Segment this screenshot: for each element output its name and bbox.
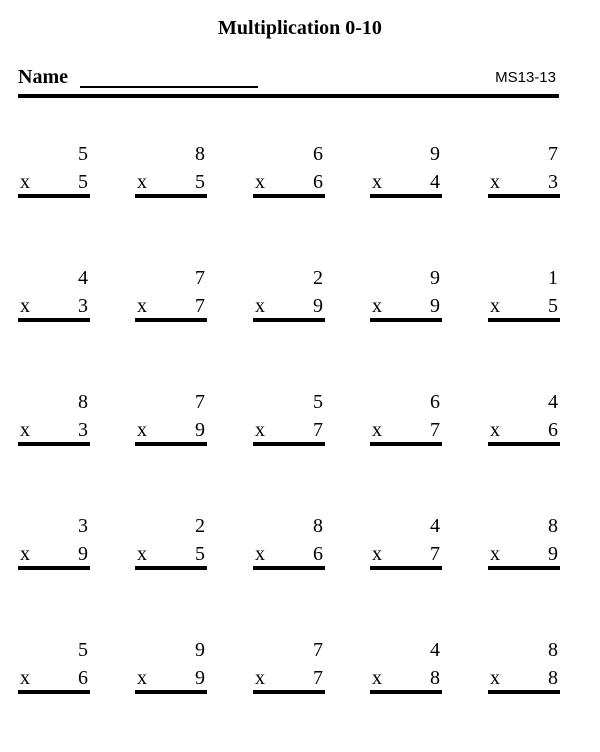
multiplier: 7 (430, 543, 440, 565)
multiplicand: 3 (78, 515, 88, 537)
answer-line[interactable] (253, 442, 325, 446)
multiplicand: 7 (313, 639, 323, 661)
answer-line[interactable] (370, 566, 442, 570)
multiplication-problem (370, 514, 442, 570)
multiplier: 9 (548, 543, 558, 565)
multiply-sign: x (255, 667, 265, 689)
multiplicand: 4 (430, 515, 440, 537)
answer-line[interactable] (135, 318, 207, 322)
multiplier: 5 (195, 543, 205, 565)
answer-line[interactable] (370, 194, 442, 198)
multiplication-problem (488, 514, 560, 570)
multiply-sign: x (255, 171, 265, 193)
multiplier: 9 (313, 295, 323, 317)
multiplicand: 2 (195, 515, 205, 537)
multiplication-problem (370, 266, 442, 322)
answer-line[interactable] (488, 566, 560, 570)
multiplicand: 9 (430, 143, 440, 165)
multiplication-problem (18, 390, 90, 446)
multiplication-problem (253, 514, 325, 570)
answer-line[interactable] (488, 194, 560, 198)
multiplication-problem (370, 142, 442, 198)
answer-line[interactable] (18, 566, 90, 570)
multiplication-problem (18, 266, 90, 322)
answer-line[interactable] (135, 690, 207, 694)
multiply-sign: x (255, 295, 265, 317)
answer-line[interactable] (370, 318, 442, 322)
answer-line[interactable] (18, 194, 90, 198)
worksheet-code: MS13-13 (495, 69, 556, 86)
answer-line[interactable] (370, 442, 442, 446)
multiplicand: 6 (313, 143, 323, 165)
multiplier: 6 (313, 171, 323, 193)
multiplier: 6 (78, 667, 88, 689)
multiplication-problem (370, 638, 442, 694)
multiplicand: 7 (548, 143, 558, 165)
multiplier: 6 (313, 543, 323, 565)
multiply-sign: x (20, 667, 30, 689)
name-blank-line[interactable] (80, 86, 258, 88)
multiply-sign: x (490, 419, 500, 441)
multiply-sign: x (137, 295, 147, 317)
multiplication-problem (253, 266, 325, 322)
multiplier: 7 (195, 295, 205, 317)
multiplier: 3 (548, 171, 558, 193)
multiply-sign: x (255, 543, 265, 565)
answer-line[interactable] (253, 194, 325, 198)
multiplicand: 4 (430, 639, 440, 661)
answer-line[interactable] (18, 318, 90, 322)
multiplicand: 7 (195, 267, 205, 289)
multiplicand: 5 (78, 639, 88, 661)
multiply-sign: x (490, 543, 500, 565)
multiply-sign: x (490, 295, 500, 317)
answer-line[interactable] (135, 442, 207, 446)
multiplication-problem (488, 266, 560, 322)
multiplicand: 9 (430, 267, 440, 289)
answer-line[interactable] (253, 566, 325, 570)
multiplier: 8 (548, 667, 558, 689)
multiplicand: 8 (548, 515, 558, 537)
multiplicand: 8 (548, 639, 558, 661)
multiply-sign: x (137, 171, 147, 193)
multiplicand: 5 (313, 391, 323, 413)
multiplicand: 4 (548, 391, 558, 413)
multiplier: 6 (548, 419, 558, 441)
multiplication-problem (18, 142, 90, 198)
header-divider (18, 94, 559, 98)
multiplication-problem (253, 142, 325, 198)
multiplier: 9 (195, 667, 205, 689)
multiply-sign: x (20, 295, 30, 317)
multiplier: 3 (78, 295, 88, 317)
multiplier: 9 (195, 419, 205, 441)
multiplicand: 4 (78, 267, 88, 289)
multiplication-problem (135, 142, 207, 198)
multiplier: 5 (195, 171, 205, 193)
multiplier: 5 (78, 171, 88, 193)
multiplicand: 1 (548, 267, 558, 289)
answer-line[interactable] (18, 690, 90, 694)
multiplication-problem (135, 266, 207, 322)
multiply-sign: x (372, 295, 382, 317)
multiplication-problem (18, 514, 90, 570)
multiplier: 7 (313, 667, 323, 689)
multiplier: 3 (78, 419, 88, 441)
multiplier: 7 (313, 419, 323, 441)
answer-line[interactable] (135, 194, 207, 198)
multiply-sign: x (372, 171, 382, 193)
multiply-sign: x (137, 419, 147, 441)
multiplication-problem (488, 638, 560, 694)
multiply-sign: x (137, 543, 147, 565)
multiply-sign: x (490, 171, 500, 193)
multiply-sign: x (20, 419, 30, 441)
answer-line[interactable] (253, 318, 325, 322)
multiplier: 7 (430, 419, 440, 441)
multiplier: 5 (548, 295, 558, 317)
multiplicand: 2 (313, 267, 323, 289)
multiply-sign: x (137, 667, 147, 689)
multiplicand: 5 (78, 143, 88, 165)
multiplication-problem (488, 142, 560, 198)
multiplication-problem (135, 390, 207, 446)
multiplicand: 7 (195, 391, 205, 413)
answer-line[interactable] (253, 690, 325, 694)
multiplicand: 6 (430, 391, 440, 413)
multiply-sign: x (20, 543, 30, 565)
multiplicand: 8 (195, 143, 205, 165)
multiply-sign: x (372, 419, 382, 441)
multiply-sign: x (255, 419, 265, 441)
multiplication-problem (253, 638, 325, 694)
multiplier: 9 (78, 543, 88, 565)
multiply-sign: x (20, 171, 30, 193)
multiplication-problem (253, 390, 325, 446)
multiplier: 9 (430, 295, 440, 317)
multiply-sign: x (372, 667, 382, 689)
worksheet-title: Multiplication 0-10 (218, 17, 382, 39)
answer-line[interactable] (370, 690, 442, 694)
multiply-sign: x (372, 543, 382, 565)
multiplicand: 9 (195, 639, 205, 661)
answer-line[interactable] (135, 566, 207, 570)
multiplicand: 8 (313, 515, 323, 537)
multiplicand: 8 (78, 391, 88, 413)
answer-line[interactable] (18, 442, 90, 446)
multiplication-problem (370, 390, 442, 446)
multiply-sign: x (490, 667, 500, 689)
multiplication-problem (488, 390, 560, 446)
multiplication-problem (135, 514, 207, 570)
answer-line[interactable] (488, 442, 560, 446)
multiplier: 8 (430, 667, 440, 689)
multiplication-problem (18, 638, 90, 694)
answer-line[interactable] (488, 690, 560, 694)
multiplier: 4 (430, 171, 440, 193)
name-label: Name (18, 66, 68, 88)
multiplication-problem (135, 638, 207, 694)
answer-line[interactable] (488, 318, 560, 322)
